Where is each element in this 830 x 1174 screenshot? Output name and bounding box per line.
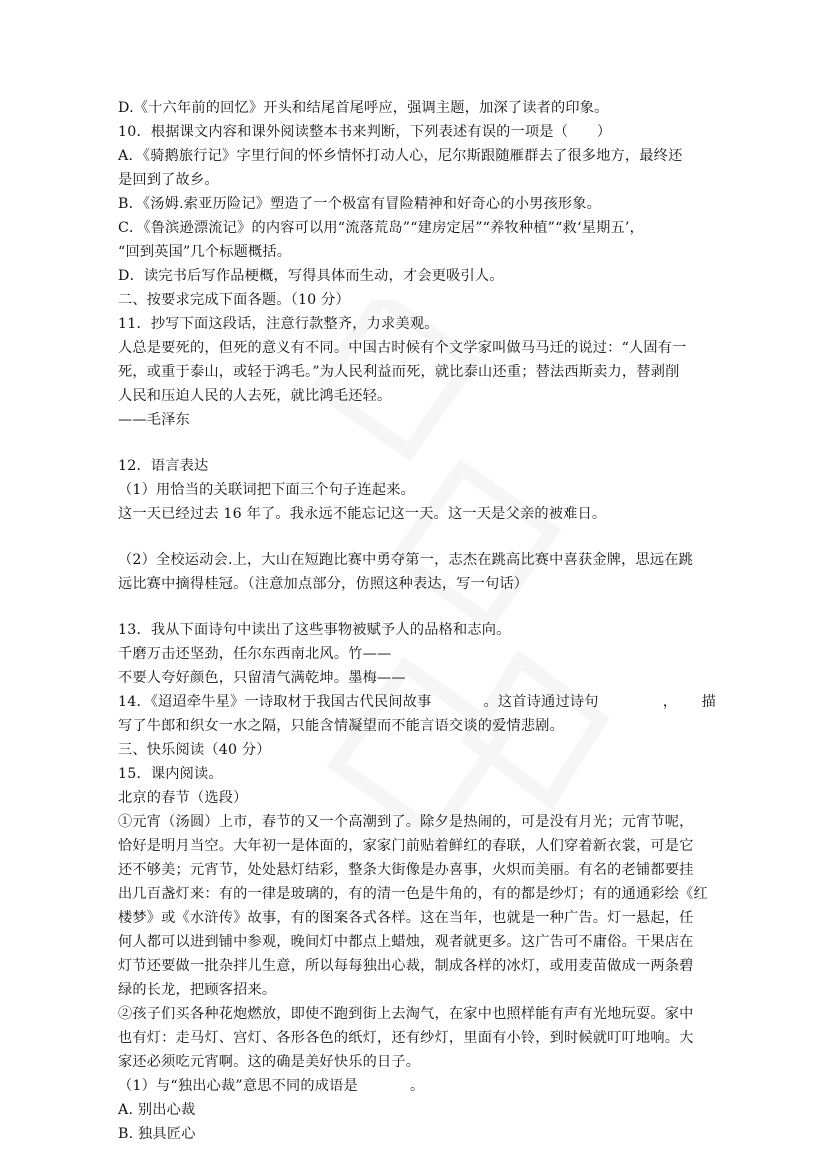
exam-page	[118, 96, 716, 1146]
q10-option-c-line1: C．《鲁滨逊漂流记》的内容可以用“流落荒岛”“建房定居”“养牧种植”“救‘星期五’，	[118, 220, 644, 236]
paragraph-1-line6: 何人都可以进到铺中参观，晚间灯中都点上蜡烛，观者就更多。这广告可不庸俗。干果店在	[118, 934, 694, 950]
q15-option-a: A. 别出心裁	[118, 1102, 196, 1118]
paragraph-2-line2: 也有灯：走马灯、宫灯、各形各色的纸灯，还有纱灯，里面有小铃，到时候就叮叮地响。大	[118, 1030, 694, 1046]
q12-part2-line2: 远比赛中摘得桂冠。（注意加点部分，仿照这种表达，写一句话）	[118, 576, 529, 592]
q12-part1: （1）用恰当的关联词把下面三个句子连起来。	[118, 482, 415, 498]
paragraph-2-line1: ②孩子们买各种花炮燃放，即使不跑到街上去淘气，在家中也照样能有声有光地玩耍。家中	[118, 1006, 694, 1022]
paragraph-1-line5: 楼梦》或《水浒传》故事，有的图案各式各样。这在当年，也就是一种广告。灯一悬起，任	[118, 910, 694, 926]
q10-option-b: B．《汤姆.索亚历险记》塑造了一个极富有冒险精神和好奇心的小男孩形象。	[118, 196, 602, 212]
q10-option-a-line2: 是回到了故乡。	[118, 172, 219, 188]
q14-part-c: ，	[662, 694, 678, 710]
q15-sub1	[118, 1074, 716, 1098]
q12-part1-text: 这一天已经过去 16 年了。我永远不能忘记这一天。这一天是父亲的被难日。	[118, 506, 607, 522]
q15-sub1-end: 。	[409, 1078, 425, 1094]
q12-part2-line1: （2）全校运动会.上，大山在短跑比赛中勇夺第一，志杰在跳高比赛中喜获金牌，思远在跳	[118, 552, 694, 568]
paragraph-2-line3: 家还必须吃元宵啊。这的确是美好快乐的日子。	[118, 1054, 421, 1070]
question-15: 15．课内阅读。	[118, 766, 223, 782]
question-12: 12．语言表达	[118, 458, 209, 474]
question-13: 13．我从下面诗句中读出了这些事物被赋予人的品格和志向。	[118, 622, 511, 638]
section-2-heading: 二、按要求完成下面各题。（10 分）	[118, 292, 350, 308]
q10-option-c-line2: “回到英国”几个标题概括。	[118, 244, 292, 260]
question-14-line1	[118, 690, 716, 714]
q15-option-b: B. 独具匠心	[118, 1126, 196, 1142]
paragraph-1-line8: 绿的长龙，把顾客招来。	[118, 982, 277, 998]
paragraph-1-line3: 还不够美；元宵节，处处悬灯结彩，整条大街像是办喜事，火炽而美丽。有名的老铺都要挂	[118, 862, 694, 878]
q14-part-d: 描	[701, 694, 716, 710]
question-10: 10．根据课文内容和课外阅读整本书来判断，下列表述有误的一项是（ ）	[118, 124, 612, 140]
q13-poem-bamboo: 千磨万击还坚劲，任尔东西南北风。竹——	[118, 646, 392, 662]
paragraph-1-line1: ①元宵（汤圆）上市，春节的又一个高潮到了。除夕是热闹的，可是没有月光；元宵节呢，	[118, 814, 694, 830]
paragraph-1-line2: 恰好是明月当空。大年初一是体面的，家家门前贴着鲜红的春联，人们穿着新衣裳，可是它	[118, 838, 694, 854]
question-11: 11．抄写下面这段话，注意行款整齐，力求美观。	[118, 316, 439, 332]
paragraph-1-line7: 灯节还要做一批杂拌儿生意，所以每每独出心裁，制成各样的冰灯，或用麦苗做成一两条碧	[118, 958, 694, 974]
q14-part-a: 14．《迢迢牵牛星》一诗取材于我国古代民间故事	[118, 694, 432, 710]
q10-option-a-line1: A．《骑鹅旅行记》字里行间的怀乡情怀打动人心，尼尔斯跟随雁群去了很多地方，最终还	[118, 148, 683, 164]
q13-poem-plum: 不要人夸好颜色，只留清气满乾坤。墨梅——	[118, 670, 406, 686]
q11-text-line1: 人总是要死的，但死的意义有不同。中国古时候有个文学家叫做马马迁的说过：“人固有一	[118, 340, 687, 356]
q15-sub1-text: （1）与“独出心裁”意思不同的成语是	[118, 1078, 358, 1094]
q11-text-line2: 死，或重于泰山，或轻于鸿毛。”为人民利益而死，就比泰山还重；替法西斯卖力，替剥削	[118, 364, 680, 380]
q10-option-d: D．读完书后写作品梗概，写得具体而生动，才会更吸引人。	[118, 268, 504, 284]
section-3-heading: 三、快乐阅读（40 分）	[118, 742, 271, 758]
q11-text-line3: 人民和压迫人民的人去死，就比鸿毛还轻。	[118, 388, 392, 404]
passage-title: 北京的春节（选段）	[118, 790, 248, 806]
q14-part-b: 。这首诗通过诗句	[483, 694, 599, 710]
paragraph-1-line4: 出几百盏灯来：有的一律是玻璃的，有的清一色是牛角的，有的都是纱灯；有的通通彩绘《红	[118, 886, 708, 902]
q14-line2: 写了牛郎和织女一水之隔，只能含情凝望而不能言语交谈的爱情悲剧。	[118, 718, 565, 734]
q9-option-d: D.《十六年前的回忆》开头和结尾首尾呼应，强调主题，加深了读者的印象。	[118, 100, 609, 116]
q11-author: ——毛泽东	[118, 412, 190, 428]
